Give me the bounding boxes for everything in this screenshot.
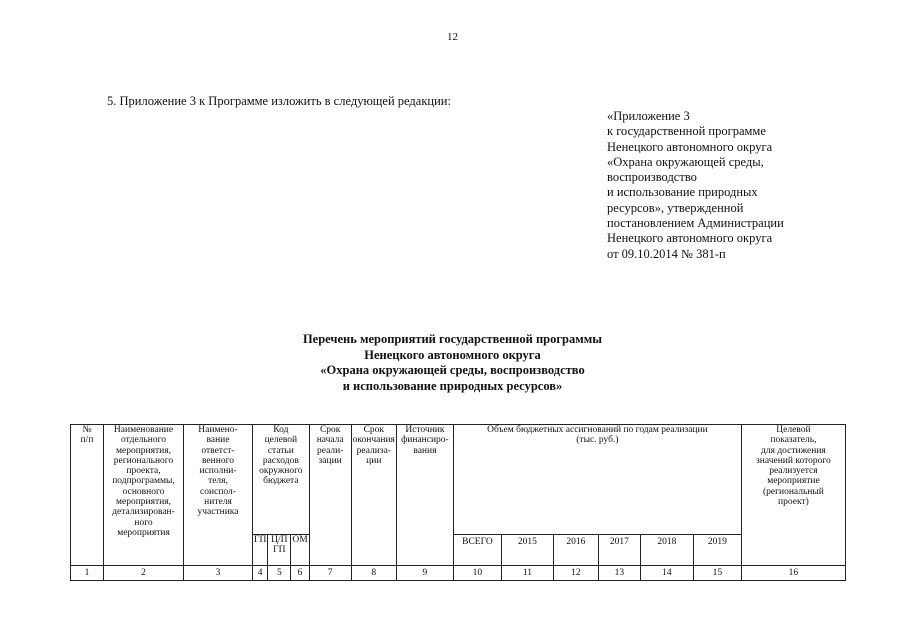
subheader-code-om: ОМ <box>291 535 309 566</box>
title-line: и использование природных ресурсов» <box>342 378 563 393</box>
appendix-line: постановлением Администрации <box>607 216 784 231</box>
header-target-indicator: Целевой показатель, для достижения значений которого реализуется мероприятие (региональный проект) <box>741 425 845 566</box>
header-number: № п/п <box>71 425 104 566</box>
header-budget-code: Код целевой статьи расходов окружного бюджета <box>253 425 310 535</box>
column-number: 10 <box>453 566 501 581</box>
measures-table <box>70 424 846 581</box>
column-number: 11 <box>501 566 553 581</box>
subheader-total: ВСЕГО <box>453 535 501 566</box>
page-number: 12 <box>447 31 458 43</box>
header-budget-allocations: Объем бюджетных ассигнований по годам реализации (тыс. руб.) <box>453 425 741 535</box>
title-line: «Охрана окружающей среды, воспроизводство <box>320 363 585 377</box>
appendix-line: «Охрана окружающей среды, <box>607 154 764 169</box>
subheader-year: 2019 <box>693 535 741 566</box>
header-end-date: Срок окончания реализа- ции <box>351 425 396 566</box>
subheader-year: 2015 <box>501 535 553 566</box>
appendix-line: воспроизводство <box>607 170 697 185</box>
appendix-line: от 09.10.2014 № 381-п <box>607 246 726 261</box>
column-number: 1 <box>71 566 104 581</box>
column-number: 6 <box>291 566 309 581</box>
title-line: Ненецкого автономного округа <box>364 347 541 362</box>
column-number: 9 <box>396 566 453 581</box>
appendix-reference <box>607 109 784 262</box>
column-number: 8 <box>351 566 396 581</box>
column-number: 4 <box>253 566 268 581</box>
header-measure-name: Наименование отдельного мероприятия, регионального проекта, подпрограммы, основного мероприятия, детализирован- ного мероприятия <box>104 425 184 566</box>
amendment-clause: 5. Приложение 3 к Программе изложить в следующей редакции: <box>107 94 451 108</box>
subheader-code-cp: Ц/П ГП <box>268 535 291 566</box>
subheader-code-gp: ГП <box>253 535 268 566</box>
subheader-year: 2016 <box>553 535 598 566</box>
header-responsible: Наимено- вание ответст- венного исполни- теля, соиспол- нителя участника <box>184 425 253 566</box>
header-start-date: Срок начала реали- зации <box>309 425 351 566</box>
column-number: 2 <box>104 566 184 581</box>
appendix-line: «Приложение 3 <box>607 109 690 123</box>
appendix-line: Ненецкого автономного округа <box>607 139 773 154</box>
column-number: 12 <box>553 566 598 581</box>
column-number: 14 <box>640 566 693 581</box>
appendix-line: и использование природных <box>607 185 758 200</box>
document-title <box>0 332 905 394</box>
appendix-line: ресурсов», утвержденной <box>607 200 744 215</box>
column-number: 15 <box>693 566 741 581</box>
column-number: 3 <box>184 566 253 581</box>
title-line: Перечень мероприятий государственной программы <box>302 332 603 346</box>
subheader-year: 2018 <box>640 535 693 566</box>
appendix-line: Ненецкого автономного округа <box>607 231 773 246</box>
header-funding-source: Источник финансиро- вания <box>396 425 453 566</box>
subheader-year: 2017 <box>598 535 640 566</box>
column-number: 7 <box>309 566 351 581</box>
column-number: 13 <box>598 566 640 581</box>
column-number: 16 <box>741 566 845 581</box>
appendix-line: к государственной программе <box>607 124 766 139</box>
column-number: 5 <box>268 566 291 581</box>
